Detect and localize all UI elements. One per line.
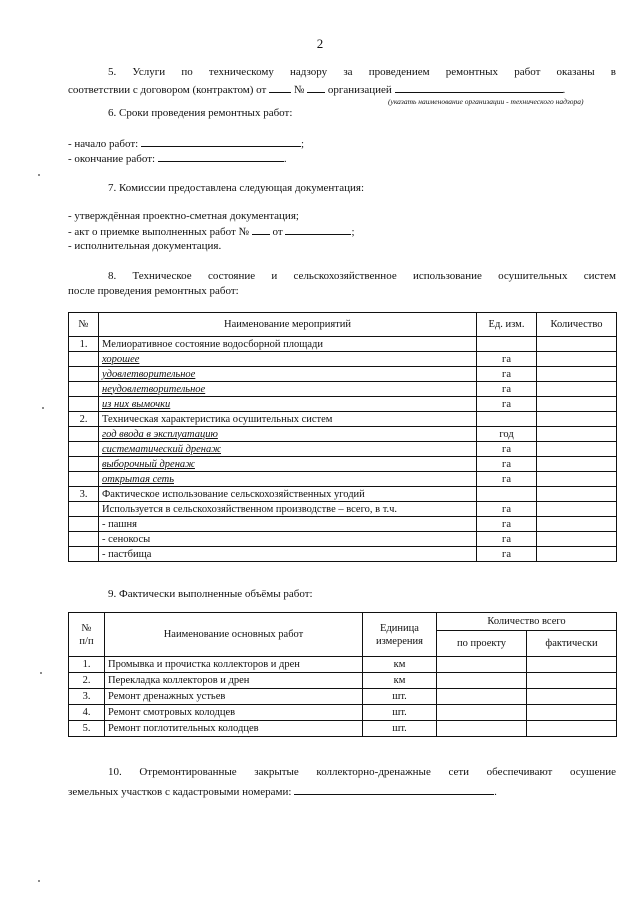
row-num (69, 532, 99, 547)
tech-state-row (69, 367, 617, 382)
organization-field[interactable] (395, 83, 563, 93)
s8-line1: 8. Техническое состояние и сельскохозяйственное использование осушительных систем (108, 270, 616, 282)
row-num (69, 427, 99, 442)
row-name: Техническая характеристика осушительных систем (99, 412, 477, 427)
works-plan-field[interactable] (437, 721, 527, 737)
works-row-unit: шт. (363, 705, 437, 721)
works-row-name: Ремонт смотровых колодцев (105, 705, 363, 721)
row-num: 1. (69, 337, 99, 352)
tech-state-row (69, 487, 617, 502)
s10-line2: земельных участков с кадастровыми номерами: . (68, 786, 497, 798)
row-num (69, 367, 99, 382)
works-row-num: 3. (69, 689, 105, 705)
row-qty-field[interactable] (537, 517, 617, 532)
works-qty-header: Количество всего (437, 613, 617, 631)
works-unit-header-l1: Единица (380, 622, 419, 634)
row-name: неудовлетворительное (99, 382, 477, 397)
works-plan-field[interactable] (437, 673, 527, 689)
tech-state-row (69, 547, 617, 562)
works-row-name: Промывка и прочистка коллекторов и дрен (105, 657, 363, 673)
contract-number-field[interactable] (307, 83, 325, 93)
row-name: - пастбища (99, 547, 477, 562)
end-date-field[interactable] (158, 152, 284, 162)
act-date-field[interactable] (285, 225, 351, 235)
tech-state-row (69, 532, 617, 547)
works-row-unit: шт. (363, 689, 437, 705)
row-num (69, 397, 99, 412)
row-name: из них вымочки (99, 397, 477, 412)
row-name: хорошее (99, 352, 477, 367)
act-from-label: от (272, 226, 283, 238)
row-num: 2. (69, 412, 99, 427)
works-row-name: Перекладка коллекторов и дрен (105, 673, 363, 689)
row-unit: га (477, 532, 537, 547)
s5-number-sign: № (293, 84, 305, 96)
row-unit: га (477, 457, 537, 472)
works-plan-field[interactable] (437, 705, 527, 721)
row-unit: га (477, 472, 537, 487)
row-name: Мелиоративное состояние водосборной площади (99, 337, 477, 352)
contract-date-field[interactable] (269, 83, 291, 93)
works-row-num: 4. (69, 705, 105, 721)
tech-state-row (69, 427, 617, 442)
works-row (69, 705, 617, 721)
s5-line1: 5. Услуги по техническому надзору за проведением ремонтных работ оказаны в (108, 66, 616, 78)
tech-state-header-row (69, 313, 617, 337)
row-qty-field[interactable] (537, 352, 617, 367)
works-fact-field[interactable] (527, 721, 617, 737)
s7-item2: - акт о приемке выполненных работ № от ; (68, 226, 355, 238)
scan-speck (38, 880, 40, 882)
works-row (69, 721, 617, 737)
works-row-unit: шт. (363, 721, 437, 737)
works-fact-field[interactable] (527, 657, 617, 673)
works-row-name: Ремонт поглотительных колодцев (105, 721, 363, 737)
works-fact-field[interactable] (527, 705, 617, 721)
tech-state-table (68, 312, 617, 562)
col-qty-header: Количество (537, 313, 617, 337)
works-num-header (69, 613, 105, 657)
works-table (68, 612, 617, 737)
s6-title: 6. Сроки проведения ремонтных работ: (108, 107, 293, 119)
act-number-field[interactable] (252, 225, 270, 235)
s6-start: - начало работ: ; (68, 138, 305, 150)
row-name: год ввода в эксплуатацию (99, 427, 477, 442)
row-qty-field[interactable] (537, 427, 617, 442)
works-row-unit: км (363, 673, 437, 689)
works-row-num: 5. (69, 721, 105, 737)
row-unit (477, 337, 537, 352)
row-unit: га (477, 367, 537, 382)
works-fact-field[interactable] (527, 673, 617, 689)
scan-speck (42, 407, 44, 409)
s5-note: (указать наименование организации - технического надзора) (388, 97, 584, 106)
works-plan-field[interactable] (437, 689, 527, 705)
row-unit: га (477, 382, 537, 397)
row-num (69, 502, 99, 517)
scan-speck (38, 174, 40, 176)
works-row-num: 2. (69, 673, 105, 689)
s5-contract-label: соответствии с договором (контрактом) от (68, 84, 267, 96)
row-num (69, 457, 99, 472)
row-qty-field[interactable] (537, 532, 617, 547)
row-unit: га (477, 442, 537, 457)
row-qty-field[interactable] (537, 547, 617, 562)
row-name: - сенокосы (99, 532, 477, 547)
tech-state-row (69, 412, 617, 427)
s7-item3: - исполнительная документация. (68, 240, 222, 252)
tech-state-row (69, 442, 617, 457)
start-label: - начало работ: (68, 138, 139, 150)
row-unit (477, 487, 537, 502)
works-plan-field[interactable] (437, 657, 527, 673)
works-row-name: Ремонт дренажных устьев (105, 689, 363, 705)
row-name: Используется в сельскохозяйственном производстве – всего, в т.ч. (99, 502, 477, 517)
s9-title: 9. Фактически выполненные объёмы работ: (108, 588, 313, 600)
row-unit: га (477, 517, 537, 532)
tech-state-row (69, 352, 617, 367)
row-unit: га (477, 502, 537, 517)
works-num-header-l1: № (81, 622, 92, 634)
col-num-header: № (69, 313, 99, 337)
works-num-header-l2: п/п (79, 635, 94, 647)
tech-state-row (69, 517, 617, 532)
row-unit: га (477, 397, 537, 412)
row-qty-field[interactable] (537, 457, 617, 472)
s7-item1: - утверждённая проектно-сметная документация; (68, 210, 299, 222)
works-row (69, 673, 617, 689)
row-num (69, 352, 99, 367)
row-name: систематический дренаж (99, 442, 477, 457)
start-date-field[interactable] (141, 137, 301, 147)
page-number: 2 (316, 36, 324, 51)
row-num (69, 517, 99, 532)
s6-end: - окончание работ: . (68, 153, 287, 165)
tech-state-row (69, 457, 617, 472)
tech-state-row (69, 502, 617, 517)
works-row (69, 657, 617, 673)
s8-line2: после проведения ремонтных работ: (68, 285, 239, 297)
row-qty-field[interactable] (537, 472, 617, 487)
row-qty-field[interactable] (537, 382, 617, 397)
row-qty-field[interactable] (537, 487, 617, 502)
works-header-row-1 (69, 613, 617, 631)
row-name: удовлетворительное (99, 367, 477, 382)
row-qty-field[interactable] (537, 337, 617, 352)
tech-state-row (69, 472, 617, 487)
s5-org-label: организацией (327, 84, 392, 96)
row-name: выборочный дренаж (99, 457, 477, 472)
row-qty-field[interactable] (537, 442, 617, 457)
col-name-header: Наименование мероприятий (99, 313, 477, 337)
act-label: - акт о приемке выполненных работ № (68, 226, 250, 238)
works-row-num: 1. (69, 657, 105, 673)
row-num (69, 442, 99, 457)
tech-state-row (69, 397, 617, 412)
cadastral-numbers-field[interactable] (294, 785, 494, 795)
row-qty-field[interactable] (537, 397, 617, 412)
row-unit: год (477, 427, 537, 442)
works-fact-header: фактически (527, 631, 617, 657)
row-num: 3. (69, 487, 99, 502)
tech-state-row (69, 337, 617, 352)
works-unit-header-l2: измерения (376, 635, 423, 647)
works-row-unit: км (363, 657, 437, 673)
tech-state-row (69, 382, 617, 397)
works-unit-header (363, 613, 437, 657)
row-name: открытая сеть (99, 472, 477, 487)
scan-speck (40, 672, 42, 674)
s10-line1: 10. Отремонтированные закрытые коллекторно-дренажные сети обеспечивают осушение (108, 766, 616, 778)
row-qty-field[interactable] (537, 502, 617, 517)
works-name-header: Наименование основных работ (105, 613, 363, 657)
cadastral-label: земельных участков с кадастровыми номерами: (68, 786, 292, 798)
row-unit: га (477, 547, 537, 562)
works-plan-header: по проекту (437, 631, 527, 657)
row-name: Фактическое использование сельскохозяйственных угодий (99, 487, 477, 502)
s5-line2: соответствии с договором (контрактом) от № организацией . (68, 84, 566, 96)
row-num (69, 382, 99, 397)
row-qty-field[interactable] (537, 367, 617, 382)
works-row (69, 689, 617, 705)
row-unit: га (477, 352, 537, 367)
works-fact-field[interactable] (527, 689, 617, 705)
col-unit-header: Ед. изм. (477, 313, 537, 337)
row-qty-field[interactable] (537, 412, 617, 427)
row-name: - пашня (99, 517, 477, 532)
row-num (69, 472, 99, 487)
row-unit (477, 412, 537, 427)
end-label: - окончание работ: (68, 153, 156, 165)
row-num (69, 547, 99, 562)
s7-title: 7. Комиссии предоставлена следующая документация: (108, 182, 365, 194)
